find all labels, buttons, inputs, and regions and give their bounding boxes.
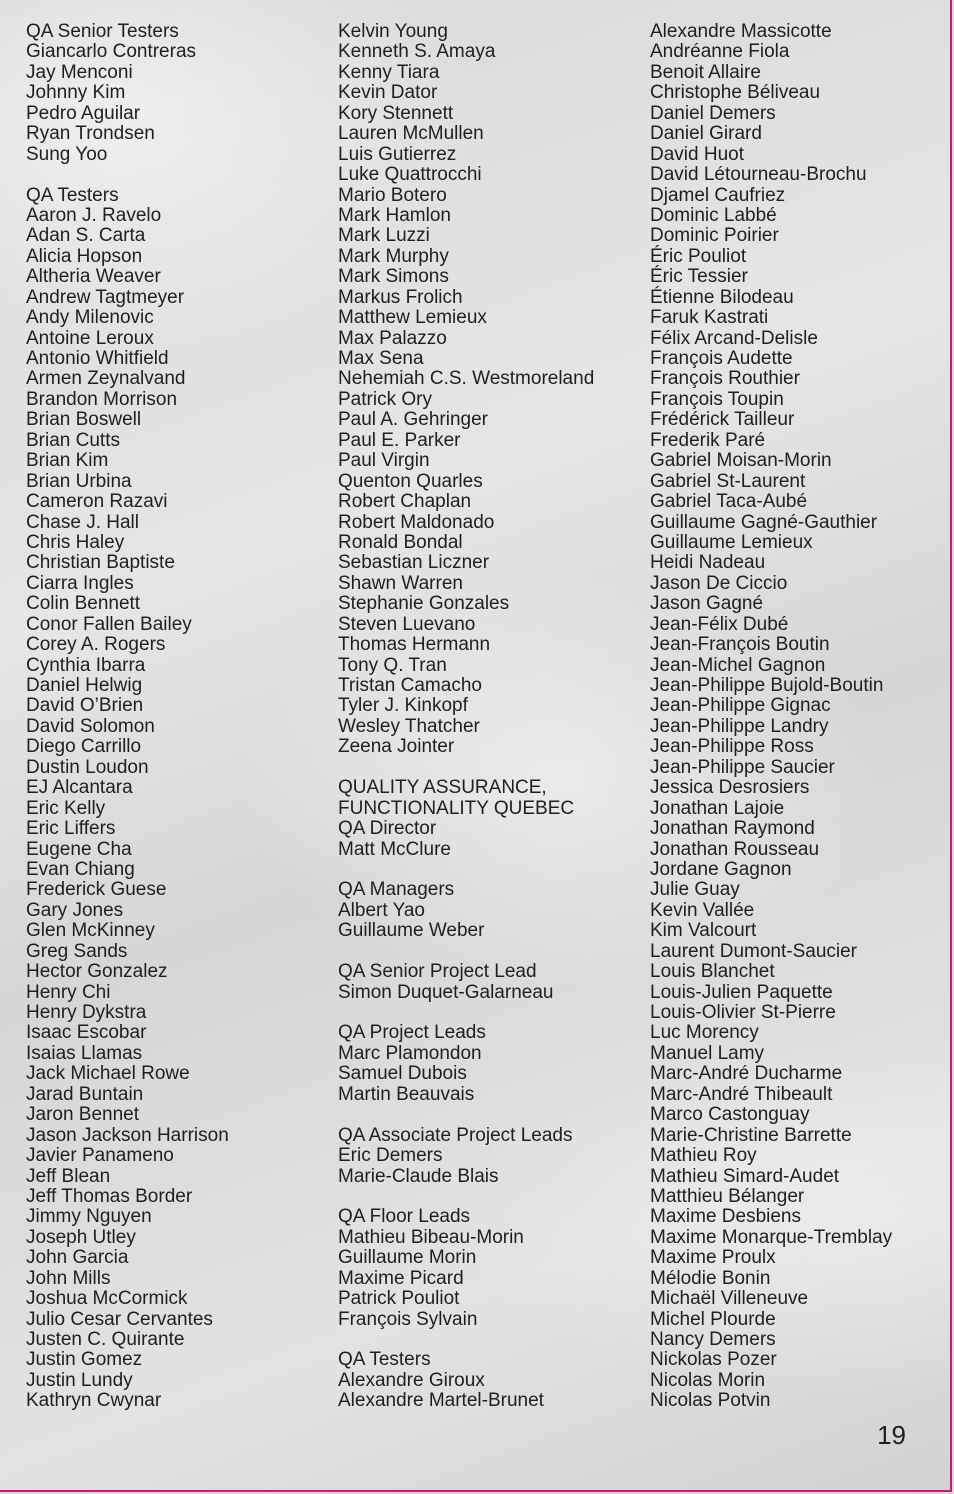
credit-line: Frederick Guese bbox=[26, 879, 167, 901]
credit-line: Benoit Allaire bbox=[650, 61, 761, 83]
spacer bbox=[338, 1003, 594, 1023]
credit-line: David Huot bbox=[650, 143, 744, 165]
credit-line: Evan Chiang bbox=[26, 858, 135, 880]
credit-line: FUNCTIONALITY QUEBEC bbox=[338, 797, 575, 819]
credit-line: Robert Chaplan bbox=[338, 491, 472, 513]
credit-line: Nicolas Potvin bbox=[650, 1390, 771, 1412]
credit-line: Brian Boswell bbox=[26, 409, 142, 431]
spacer bbox=[338, 758, 594, 778]
credit-line: Max Palazzo bbox=[338, 327, 447, 349]
credit-line: Nancy Demers bbox=[650, 1329, 776, 1350]
credits-column-2 bbox=[338, 22, 594, 1412]
credit-line: Christophe Béliveau bbox=[650, 82, 821, 104]
credit-line: Luc Morency bbox=[650, 1022, 759, 1044]
credit-line: Ciarra Ingles bbox=[26, 572, 134, 594]
credit-line: Gabriel Moisan-Morin bbox=[650, 450, 832, 472]
credit-line: QA Senior Testers bbox=[26, 21, 179, 42]
credit-line: Julie Guay bbox=[650, 879, 740, 901]
credit-line: Markus Frolich bbox=[338, 286, 463, 308]
credit-line: Eric Kelly bbox=[26, 797, 106, 819]
credit-line: Alexandre Giroux bbox=[338, 1369, 485, 1391]
credit-line: QA Director bbox=[338, 818, 437, 840]
credit-line: EJ Alcantara bbox=[26, 777, 133, 799]
credit-line: Kevin Dator bbox=[338, 82, 438, 104]
credit-line: Gabriel St-Laurent bbox=[650, 470, 806, 492]
credit-line: Kelvin Young bbox=[338, 21, 448, 42]
credit-line: Joseph Utley bbox=[26, 1226, 136, 1248]
credit-line: Kory Stennett bbox=[338, 102, 454, 124]
credit-line: Nicolas Morin bbox=[650, 1369, 766, 1391]
credit-line: Ronald Bondal bbox=[338, 531, 463, 553]
credit-line: Isaias Llamas bbox=[26, 1042, 143, 1064]
credit-line: Jonathan Raymond bbox=[650, 818, 815, 840]
credit-line: Sebastian Liczner bbox=[338, 552, 490, 574]
credit-line: Alexandre Martel-Brunet bbox=[338, 1390, 544, 1412]
credit-line: Andréanne Fiola bbox=[650, 41, 790, 63]
credit-line: Jean-Philippe Saucier bbox=[650, 756, 835, 778]
credit-line: Dominic Poirier bbox=[650, 225, 779, 247]
credit-line: Tyler J. Kinkopf bbox=[338, 695, 468, 717]
credit-line: Armen Zeynalvand bbox=[26, 368, 186, 390]
credit-line: Jean-Michel Gagnon bbox=[650, 654, 826, 676]
credit-line: Adan S. Carta bbox=[26, 225, 146, 247]
credit-line: Christian Baptiste bbox=[26, 552, 175, 574]
credit-line: Diego Carrillo bbox=[26, 736, 142, 758]
credit-line: Jason Gagné bbox=[650, 593, 764, 615]
credit-line: Jean-Philippe Bujold-Boutin bbox=[650, 675, 884, 696]
credit-line: Brandon Morrison bbox=[26, 388, 178, 410]
credit-line: Alicia Hopson bbox=[26, 245, 143, 267]
credit-line: Chris Haley bbox=[26, 531, 125, 553]
credit-line: Jonathan Rousseau bbox=[650, 838, 820, 860]
credit-line: Marie-Christine Barrette bbox=[650, 1124, 852, 1146]
credit-line: Kim Valcourt bbox=[650, 920, 757, 942]
credit-line: François Routhier bbox=[650, 368, 800, 390]
credit-line: Frederik Paré bbox=[650, 429, 766, 451]
credit-line: Guillaume Morin bbox=[338, 1247, 477, 1269]
spacer bbox=[338, 942, 594, 962]
credit-line: Glen McKinney bbox=[26, 920, 155, 942]
credit-line: Maxime Picard bbox=[338, 1267, 464, 1289]
credit-line: Jean-Philippe Gignac bbox=[650, 695, 831, 717]
credit-line: Kenny Tiara bbox=[338, 61, 440, 83]
credit-line: David O’Brien bbox=[26, 695, 144, 717]
credit-line: Manuel Lamy bbox=[650, 1042, 765, 1064]
credit-line: Jessica Desrosiers bbox=[650, 777, 810, 799]
credit-line: Jason Jackson Harrison bbox=[26, 1124, 229, 1146]
credit-line: Daniel Demers bbox=[650, 102, 776, 124]
credit-line: Marc-André Thibeault bbox=[650, 1083, 833, 1105]
credit-line: Frédérick Tailleur bbox=[650, 409, 795, 431]
credit-line: Jean-Philippe Landry bbox=[650, 715, 829, 737]
credit-line: Colin Bennett bbox=[26, 593, 141, 615]
credit-line: Lauren McMullen bbox=[338, 123, 484, 145]
credit-line: Mark Luzzi bbox=[338, 225, 430, 247]
credit-line: John Mills bbox=[26, 1267, 111, 1289]
credit-line: Brian Kim bbox=[26, 450, 109, 472]
credit-line: Guillaume Weber bbox=[338, 920, 485, 942]
credit-line: Julio Cesar Cervantes bbox=[26, 1308, 213, 1330]
credit-line: Johnny Kim bbox=[26, 82, 126, 104]
credit-line: Jay Menconi bbox=[26, 61, 133, 83]
credit-line: Thomas Hermann bbox=[338, 634, 491, 656]
credit-line: Greg Sands bbox=[26, 940, 128, 962]
credit-line: Mark Murphy bbox=[338, 245, 449, 267]
credit-line: Justin Lundy bbox=[26, 1369, 133, 1391]
credit-line: Wesley Thatcher bbox=[338, 715, 480, 737]
credit-line: Félix Arcand-Delisle bbox=[650, 327, 818, 349]
credit-line: Aaron J. Ravelo bbox=[26, 204, 162, 226]
credit-line: Simon Duquet-Galarneau bbox=[338, 981, 554, 1003]
credit-line: QA Floor Leads bbox=[338, 1206, 471, 1228]
credit-line: Daniel Helwig bbox=[26, 675, 143, 696]
credit-line: Altheria Weaver bbox=[26, 266, 161, 288]
credit-line: Daniel Girard bbox=[650, 123, 762, 145]
credit-line: Isaac Escobar bbox=[26, 1022, 147, 1044]
credit-line: Andy Milenovic bbox=[26, 307, 154, 329]
credit-line: Gabriel Taca-Aubé bbox=[650, 491, 808, 513]
credit-line: Kenneth S. Amaya bbox=[338, 41, 496, 63]
credit-line: Michel Plourde bbox=[650, 1308, 776, 1330]
credit-line: Louis Blanchet bbox=[650, 961, 775, 983]
credit-line: QA Project Leads bbox=[338, 1022, 486, 1044]
credit-line: Jarad Buntain bbox=[26, 1083, 144, 1105]
credit-line: Jason De Ciccio bbox=[650, 572, 788, 594]
credit-line: Henry Dykstra bbox=[26, 1002, 147, 1023]
credit-line: Dominic Labbé bbox=[650, 204, 777, 226]
credit-line: Guillaume Lemieux bbox=[650, 531, 813, 553]
credit-line: Cynthia Ibarra bbox=[26, 654, 146, 676]
credit-line: Faruk Kastrati bbox=[650, 307, 769, 329]
credit-line: Corey A. Rogers bbox=[26, 634, 166, 656]
credit-line: Tony Q. Tran bbox=[338, 654, 447, 676]
credit-line: Sung Yoo bbox=[26, 143, 108, 165]
credit-line: QA Testers bbox=[26, 184, 119, 206]
page-number: 19 bbox=[877, 1420, 906, 1450]
credit-line: Steven Luevano bbox=[338, 613, 476, 635]
credit-line: Louis-Olivier St-Pierre bbox=[650, 1002, 836, 1023]
credit-line: Pedro Aguilar bbox=[26, 102, 141, 124]
credit-line: Mathieu Bibeau-Morin bbox=[338, 1226, 524, 1248]
credit-line: Patrick Pouliot bbox=[338, 1288, 460, 1310]
credit-line: Samuel Dubois bbox=[338, 1063, 467, 1085]
credit-line: Andrew Tagtmeyer bbox=[26, 286, 185, 308]
credit-line: Mélodie Bonin bbox=[650, 1267, 771, 1289]
credit-line: François Toupin bbox=[650, 388, 784, 410]
credit-line: Louis-Julien Paquette bbox=[650, 981, 833, 1003]
credit-line: Henry Chi bbox=[26, 981, 111, 1003]
credit-line: QA Senior Project Lead bbox=[338, 961, 537, 983]
credit-line: Antoine Leroux bbox=[26, 327, 154, 349]
credit-line: QA Managers bbox=[338, 879, 455, 901]
credit-line: Laurent Dumont-Saucier bbox=[650, 940, 857, 962]
credit-line: Éric Pouliot bbox=[650, 245, 747, 267]
credit-line: Mathieu Roy bbox=[650, 1145, 757, 1167]
credits-column-1 bbox=[26, 22, 229, 1412]
credit-line: Guillaume Gagné-Gauthier bbox=[650, 511, 878, 533]
credit-line: Eric Demers bbox=[338, 1145, 443, 1167]
credit-line: Mark Simons bbox=[338, 266, 449, 288]
spacer bbox=[338, 1330, 594, 1350]
credit-line: Jeff Blean bbox=[26, 1165, 111, 1187]
credit-line: Marc-André Ducharme bbox=[650, 1063, 843, 1085]
credit-line: Zeena Jointer bbox=[338, 736, 455, 758]
credit-line: Stephanie Gonzales bbox=[338, 593, 510, 615]
credit-line: Antonio Whitfield bbox=[26, 348, 169, 369]
credit-line: Kevin Vallée bbox=[650, 899, 755, 921]
credit-line: QA Testers bbox=[338, 1349, 431, 1371]
credit-line: Max Sena bbox=[338, 348, 424, 369]
credit-line: Joshua McCormick bbox=[26, 1288, 188, 1310]
spacer bbox=[338, 860, 594, 880]
spacer bbox=[338, 1105, 594, 1125]
credit-line: Chase J. Hall bbox=[26, 511, 139, 533]
credit-line: Albert Yao bbox=[338, 899, 425, 921]
credit-line: Paul A. Gehringer bbox=[338, 409, 488, 431]
credit-line: Éric Tessier bbox=[650, 266, 748, 288]
credit-line: Jaron Bennet bbox=[26, 1104, 140, 1126]
credit-line: Robert Maldonado bbox=[338, 511, 495, 533]
credit-line: Martin Beauvais bbox=[338, 1083, 475, 1105]
credit-line: QUALITY ASSURANCE, bbox=[338, 777, 547, 799]
credit-line: Mark Hamlon bbox=[338, 204, 451, 226]
credit-line: John Garcia bbox=[26, 1247, 129, 1269]
credit-line: David Létourneau-Brochu bbox=[650, 164, 867, 186]
credit-line: Dustin Loudon bbox=[26, 756, 149, 778]
credit-line: Étienne Bilodeau bbox=[650, 286, 794, 308]
credit-line: Ryan Trondsen bbox=[26, 123, 155, 145]
credit-line: Marie-Claude Blais bbox=[338, 1165, 499, 1187]
credit-line: Jean-François Boutin bbox=[650, 634, 830, 656]
credit-line: Marco Castonguay bbox=[650, 1104, 810, 1126]
credit-line: Heidi Nadeau bbox=[650, 552, 766, 574]
credit-line: Jean-Philippe Ross bbox=[650, 736, 814, 758]
credit-line: Paul Virgin bbox=[338, 450, 430, 472]
credit-line: Marc Plamondon bbox=[338, 1042, 482, 1064]
credit-line: François Sylvain bbox=[338, 1308, 478, 1330]
credit-line: Jack Michael Rowe bbox=[26, 1063, 190, 1085]
credit-line: Eugene Cha bbox=[26, 838, 132, 860]
credit-line: Luke Quattrocchi bbox=[338, 164, 482, 186]
credit-line: Quenton Quarles bbox=[338, 470, 483, 492]
credit-line: Shawn Warren bbox=[338, 572, 463, 594]
credit-line: Jimmy Nguyen bbox=[26, 1206, 152, 1228]
credit-line: Brian Cutts bbox=[26, 429, 120, 451]
spacer bbox=[26, 165, 229, 185]
credit-line: Luis Gutierrez bbox=[338, 143, 457, 165]
credit-line: Cameron Razavi bbox=[26, 491, 168, 513]
credit-line: Matt McClure bbox=[338, 838, 451, 860]
credit-line: Eric Liffers bbox=[26, 818, 116, 840]
credit-line: François Audette bbox=[650, 348, 793, 369]
credit-line: Matthieu Bélanger bbox=[650, 1185, 805, 1207]
credit-line: Javier Panameno bbox=[26, 1145, 174, 1167]
credit-line: David Solomon bbox=[26, 715, 155, 737]
credit-line: Giancarlo Contreras bbox=[26, 41, 197, 63]
credit-line: Michaël Villeneuve bbox=[650, 1288, 809, 1310]
spacer bbox=[338, 1187, 594, 1207]
credit-line: Jean-Félix Dubé bbox=[650, 613, 789, 635]
credit-line: Maxime Desbiens bbox=[650, 1206, 801, 1228]
credit-line: Djamel Caufriez bbox=[650, 184, 786, 206]
credit-line: Tristan Camacho bbox=[338, 675, 482, 696]
credit-line: Gary Jones bbox=[26, 899, 124, 921]
credit-line: Justin Gomez bbox=[26, 1349, 143, 1371]
credit-line: Hector Gonzalez bbox=[26, 961, 168, 983]
credit-line: Brian Urbina bbox=[26, 470, 132, 492]
credit-line: Jordane Gagnon bbox=[650, 858, 792, 880]
credit-line: Jonathan Lajoie bbox=[650, 797, 785, 819]
credit-line: Alexandre Massicotte bbox=[650, 21, 832, 42]
credit-line: Paul E. Parker bbox=[338, 429, 461, 451]
credit-line: Maxime Proulx bbox=[650, 1247, 776, 1269]
credit-line: QA Associate Project Leads bbox=[338, 1124, 573, 1146]
credit-line: Jeff Thomas Border bbox=[26, 1185, 193, 1207]
credit-line: Patrick Ory bbox=[338, 388, 432, 410]
credit-line: Justen C. Quirante bbox=[26, 1329, 185, 1350]
credit-line: Kathryn Cwynar bbox=[26, 1390, 162, 1412]
credit-line: Nehemiah C.S. Westmoreland bbox=[338, 368, 595, 390]
credit-line: Mario Botero bbox=[338, 184, 447, 206]
credits-column-3 bbox=[650, 22, 892, 1412]
credit-line: Maxime Monarque-Tremblay bbox=[650, 1226, 893, 1248]
credit-line: Mathieu Simard-Audet bbox=[650, 1165, 840, 1187]
credit-line: Nickolas Pozer bbox=[650, 1349, 777, 1371]
credit-line: Conor Fallen Bailey bbox=[26, 613, 192, 635]
credit-line: Matthew Lemieux bbox=[338, 307, 487, 329]
